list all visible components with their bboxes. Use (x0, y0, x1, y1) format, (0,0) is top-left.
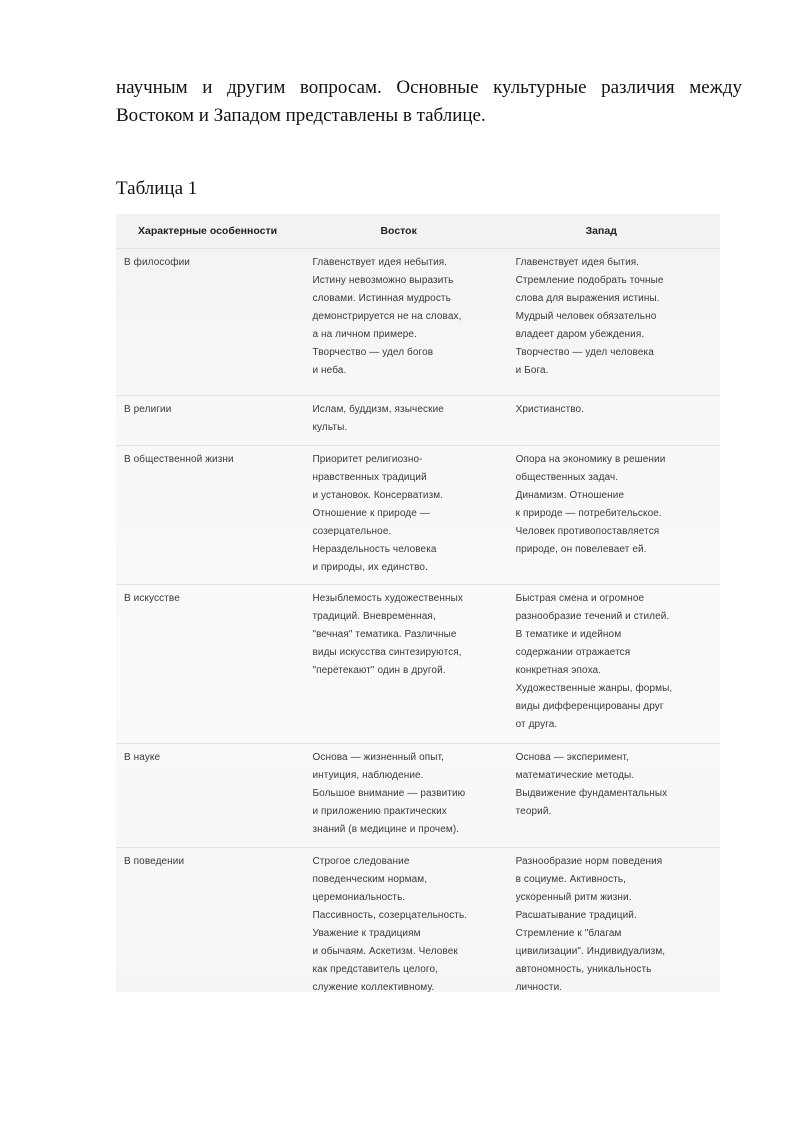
west-cell-line: Быстрая смена и огромное (515, 593, 645, 604)
east-cell-line: демонстрируется не на словах, (312, 311, 462, 322)
west-cell (508, 744, 720, 848)
west-cell-line: Основа — эксперимент, (515, 752, 629, 763)
east-cell-line: а на личном примере. (312, 329, 417, 340)
table-caption: Таблица 1 (116, 178, 198, 199)
west-cell-line: цивилизации". Индивидуализм, (515, 946, 666, 957)
comparison-table-image (116, 214, 720, 992)
east-cell-line: Главенствует идея небытия. (312, 257, 448, 268)
feature-cell: В общественной жизни (116, 446, 304, 585)
west-cell-line: Расшатывание традиций. (515, 910, 637, 921)
west-cell-line: Главенствует идея бытия. (515, 257, 640, 268)
west-cell-line: владеет даром убеждения. (515, 329, 645, 340)
east-cell-line: созерцательное. (312, 526, 392, 537)
comparison-table (116, 214, 720, 1003)
west-cell-line: Творчество — удел человека (515, 347, 654, 358)
west-cell-line: виды дифференцированы друг (515, 701, 664, 712)
east-cell (304, 249, 507, 396)
east-cell-line: виды искусства синтезируются, (312, 647, 462, 658)
east-cell-line: и неба. (312, 365, 347, 376)
west-cell-line: природе, он повелевает ей. (515, 544, 647, 555)
east-cell (304, 848, 507, 1004)
east-cell (304, 744, 507, 848)
east-cell-line: "вечная" тематика. Различные (312, 629, 457, 640)
west-cell-line: Стремление к "благам (515, 928, 622, 939)
table-row (116, 396, 720, 446)
west-cell-line: В тематике и идейном (515, 629, 622, 640)
west-cell-line: разнообразие течений и стилей. (515, 611, 670, 622)
east-cell-line: Отношение к природе — (312, 508, 430, 519)
east-cell-line: Уважение к традициям (312, 928, 421, 939)
west-cell-line: теорий. (515, 806, 552, 817)
feature-cell: В науке (116, 744, 304, 848)
west-cell (508, 446, 720, 585)
east-cell-line: церемониальность. (312, 892, 406, 903)
east-cell (304, 396, 507, 446)
east-cell-line: интуиция, наблюдение. (312, 770, 424, 781)
west-cell-line: Опора на экономику в решении (515, 454, 666, 465)
east-cell-line: Ислам, буддизм, языческие (312, 404, 444, 415)
body-paragraph (116, 74, 742, 130)
feature-cell: В поведении (116, 848, 304, 1004)
east-cell-line: "перетекают" один в другой. (312, 665, 446, 676)
west-cell-line: слова для выражения истины. (515, 293, 660, 304)
east-cell-line: и приложению практических (312, 806, 447, 817)
west-cell-line: в социуме. Активность, (515, 874, 627, 885)
west-cell-line: конкретная эпоха. (515, 665, 602, 676)
east-cell-line: Строгое следование (312, 856, 410, 867)
east-cell-line: Незыблемость художественных (312, 593, 463, 604)
west-cell-line: ускоренный ритм жизни. (515, 892, 632, 903)
east-cell-line: культы. (312, 422, 348, 433)
east-cell-line: и установок. Консерватизм. (312, 490, 444, 501)
header-west: Запад (585, 225, 617, 237)
east-cell-line: служение коллективному. (312, 982, 435, 993)
west-cell (508, 396, 720, 446)
east-cell-line: поведенческим нормам, (312, 874, 428, 885)
east-cell-line: Истину невозможно выразить (312, 275, 454, 286)
west-cell-line: от друга. (515, 719, 558, 730)
header-features: Характерные особенности (138, 225, 278, 237)
west-cell-line: содержании отражается (515, 647, 631, 658)
feature-cell: В искусстве (116, 585, 304, 744)
west-cell-line: личности. (515, 982, 563, 993)
table-row (116, 744, 720, 848)
west-cell-line: Динамизм. Отношение (515, 490, 625, 501)
west-cell-line: и Бога. (515, 365, 549, 376)
east-cell-line: Основа — жизненный опыт, (312, 752, 445, 763)
table-header-row (116, 214, 720, 249)
east-cell-line: Приоритет религиозно- (312, 454, 423, 465)
east-cell-line: Творчество — удел богов (312, 347, 434, 358)
west-cell (508, 585, 720, 744)
east-cell-line: традиций. Вневременная, (312, 611, 436, 622)
table-row (116, 249, 720, 396)
east-cell-line: Нераздельность человека (312, 544, 437, 555)
west-cell-line: общественных задач. (515, 472, 619, 483)
east-cell-line: словами. Истинная мудрость (312, 293, 451, 304)
east-cell-line: знаний (в медицине и прочем). (312, 824, 460, 835)
west-cell-line: Стремление подобрать точные (515, 275, 664, 286)
east-cell-line: Пассивность, созерцательность. (312, 910, 468, 921)
west-cell-line: Художественные жанры, формы, (515, 683, 673, 694)
west-cell-line: Мудрый человек обязательно (515, 311, 657, 322)
west-cell-line: к природе — потребительское. (515, 508, 662, 519)
west-cell (508, 848, 720, 1004)
west-cell-line: математические методы. (515, 770, 635, 781)
west-cell (508, 249, 720, 396)
east-cell-line: как представитель целого, (312, 964, 439, 975)
east-cell (304, 446, 507, 585)
table-row (116, 585, 720, 744)
west-cell-line: Выдвижение фундаментальных (515, 788, 668, 799)
header-east: Восток (380, 225, 417, 237)
east-cell-line: Большое внимание — развитию (312, 788, 466, 799)
east-cell-line: и обычаям. Аскетизм. Человек (312, 946, 458, 957)
west-cell-line: Разнообразие норм поведения (515, 856, 663, 867)
paragraph-line-2: Востоком и Западом представлены в таблице. (116, 105, 486, 126)
west-cell-line: автономность, уникальность (515, 964, 652, 975)
east-cell-line: нравственных традиций (312, 472, 427, 483)
east-cell (304, 585, 507, 744)
table-row (116, 446, 720, 585)
west-cell-line: Христианство. (515, 404, 585, 415)
feature-cell: В философии (116, 249, 304, 396)
feature-cell: В религии (116, 396, 304, 446)
table-row (116, 848, 720, 1004)
east-cell-line: и природы, их единство. (312, 562, 428, 573)
west-cell-line: Человек противопоставляется (515, 526, 660, 537)
paragraph-line-1: научным и другим вопросам. Основные культурные различия между (116, 77, 742, 98)
